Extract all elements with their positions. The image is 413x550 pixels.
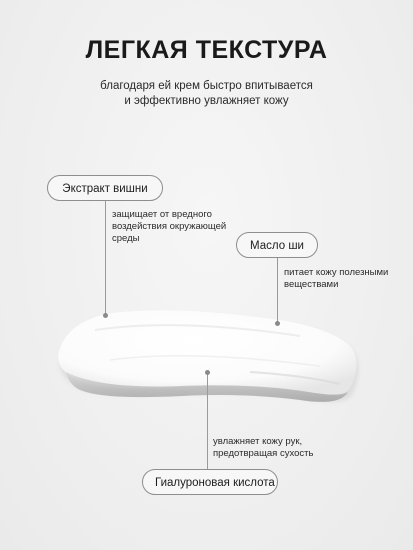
description-line: среды (112, 233, 140, 244)
description-line: воздействия окружающей (112, 221, 227, 232)
shea-marker-dot (275, 321, 280, 326)
cherry-marker-dot (103, 313, 108, 318)
hyaluronic-marker-dot (205, 370, 210, 375)
cherry-connector-line (105, 201, 106, 315)
hyaluronic-connector-line (207, 372, 208, 469)
description-line: предотвращая сухость (213, 448, 314, 459)
page-title: ЛЕГКАЯ ТЕКСТУРА (85, 36, 328, 64)
ingredient-label-shea: Масло ши (236, 232, 318, 258)
description-line: защищает от вредного (112, 209, 212, 220)
description-line: питает кожу полезными (284, 267, 389, 278)
ingredient-description-shea (284, 267, 388, 291)
description-line: увлажняет кожу рук, (213, 436, 303, 447)
ingredient-label-hyaluronic: Гиалуроновая кислота (142, 469, 278, 495)
ingredient-description-hyaluronic (213, 436, 313, 460)
description-line: веществами (284, 279, 339, 290)
shea-connector-line (277, 258, 278, 323)
subtitle-line-2: и эффективно увлажняет кожу (124, 95, 289, 107)
ingredient-description-cherry (112, 209, 226, 245)
ingredient-label-cherry: Экстракт вишни (47, 175, 163, 201)
subtitle-line-1: благодаря ей крем быстро впитывается (100, 80, 313, 92)
